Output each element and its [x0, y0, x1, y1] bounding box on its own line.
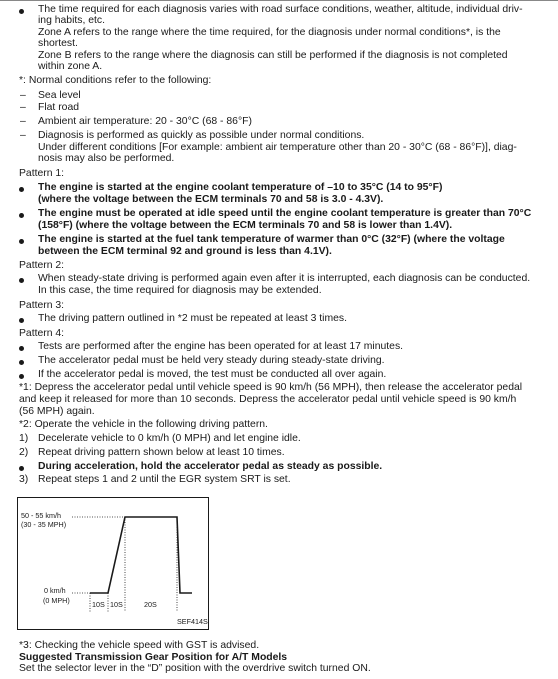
- segment-label: 10S: [92, 600, 105, 609]
- normal-conditions-heading: *: Normal conditions refer to the following:: [19, 75, 212, 86]
- text-line: and keep it released for more than 10 seconds. Depress the accelerator pedal until vehicle speed is 90 km/h: [19, 394, 517, 405]
- text-line: (158°F) (where the voltage between the ECM terminals 70 and 58 is lower than 1.4V).: [38, 220, 453, 231]
- text-line: *3: Checking the vehicle speed with GST is advised.: [19, 640, 260, 651]
- text-line: Zone B refers to the range where the diagnosis can still be performed if the diagnosis is not completed: [38, 50, 508, 61]
- segment-label: 10S: [110, 600, 123, 609]
- bullet-dot: [19, 278, 24, 283]
- step-number: 1): [19, 433, 29, 444]
- section-heading: Suggested Transmission Gear Position for A/T Models: [19, 652, 288, 663]
- text-line: ing habits, etc.: [38, 15, 106, 26]
- dash-marker: –: [20, 130, 26, 141]
- bullet-dot: [19, 466, 24, 471]
- text-line: In this case, the time required for diagnosis may be extended.: [38, 285, 322, 296]
- pattern-2-heading: Pattern 2:: [19, 260, 65, 271]
- text-line: Diagnosis is performed as quickly as possible under normal conditions.: [38, 130, 365, 141]
- text-line: The engine is started at the fuel tank temperature of warmer than 0°C (32°F) (where the voltage: [38, 234, 505, 245]
- figure-code: SEF414S: [177, 617, 208, 626]
- text-line: between the ECM terminal 92 and ground is less than 4.1V).: [38, 246, 332, 257]
- text-line: shortest.: [38, 38, 78, 49]
- text-line: Repeat steps 1 and 2 until the EGR system SRT is set.: [38, 474, 291, 485]
- text-line: The accelerator pedal must be held very steady during steady-state driving.: [38, 355, 385, 366]
- high-speed-label-mph: (30 - 35 MPH): [21, 520, 67, 529]
- bullet-dot: [19, 360, 24, 365]
- text-line: If the accelerator pedal is moved, the test must be conducted all over again.: [38, 369, 387, 380]
- dash-marker: –: [20, 102, 26, 113]
- segment-label: 20S: [144, 600, 157, 609]
- top-rule: [0, 0, 558, 1]
- bullet-dot: [19, 346, 24, 351]
- text-line: Tests are performed after the engine has been operated for at least 17 minutes.: [38, 341, 404, 352]
- text-line: Ambient air temperature: 20 - 30°C (68 - 86°F): [38, 116, 252, 127]
- step-number: 2): [19, 447, 29, 458]
- bullet-dot: [19, 9, 24, 14]
- pattern-3-heading: Pattern 3:: [19, 300, 65, 311]
- bullet-dot: [19, 239, 24, 244]
- bullet-dot: [19, 213, 24, 218]
- low-speed-label-mph: (0 MPH): [43, 596, 70, 605]
- text-line: The engine must be operated at idle speed until the engine coolant temperature is greater than 70°C: [38, 208, 532, 219]
- text-line: (56 MPH) again.: [19, 406, 95, 417]
- text-line: Sea level: [38, 90, 81, 101]
- text-line: Flat road: [38, 102, 80, 113]
- step-number: 3): [19, 474, 29, 485]
- pattern-4-heading: Pattern 4:: [19, 328, 65, 339]
- low-speed-label: 0 km/h: [44, 586, 66, 595]
- text-line: Under different conditions [For example: ambient air temperature other than 20 - 30°C (68 - 86°F)], diag-: [38, 142, 517, 153]
- driving-pattern-figure: [17, 497, 209, 630]
- text-line: within zone A.: [38, 61, 103, 72]
- text-line: nosis may also be performed.: [38, 153, 175, 164]
- dash-marker: –: [20, 90, 26, 101]
- text-line: The driving pattern outlined in *2 must be repeated at least 3 times.: [38, 313, 348, 324]
- text-line: During acceleration, hold the accelerator pedal as steady as possible.: [38, 461, 383, 472]
- text-line: Zone A refers to the range where the time required, for the diagnosis under normal conditions*, is the: [38, 27, 501, 38]
- bullet-dot: [19, 187, 24, 192]
- bullet-dot: [19, 374, 24, 379]
- text-line: *1: Depress the accelerator pedal until vehicle speed is 90 km/h (56 MPH), then release the accelerator pedal: [19, 382, 523, 393]
- text-line: (where the voltage between the ECM terminals 70 and 58 is 3.0 - 4.3V).: [38, 194, 384, 205]
- pattern-1-heading: Pattern 1:: [19, 168, 65, 179]
- text-line: Decelerate vehicle to 0 km/h (0 MPH) and let engine idle.: [38, 433, 301, 444]
- dash-marker: –: [20, 116, 26, 127]
- bullet-dot: [19, 318, 24, 323]
- high-speed-label: 50 - 55 km/h: [21, 511, 61, 520]
- text-line: Repeat driving pattern shown below at least 10 times.: [38, 447, 285, 458]
- text-line: The engine is started at the engine coolant temperature of –10 to 35°C (14 to 95°F): [38, 182, 443, 193]
- text-line: Set the selector lever in the “D” position with the overdrive switch turned ON.: [19, 663, 371, 674]
- text-line: *2: Operate the vehicle in the following driving pattern.: [19, 419, 268, 430]
- text-line: The time required for each diagnosis varies with road surface conditions, weather, altitude, individual driv-: [38, 4, 523, 15]
- text-line: When steady-state driving is performed again even after it is interrupted, each diagnosis can be conducted.: [38, 273, 531, 284]
